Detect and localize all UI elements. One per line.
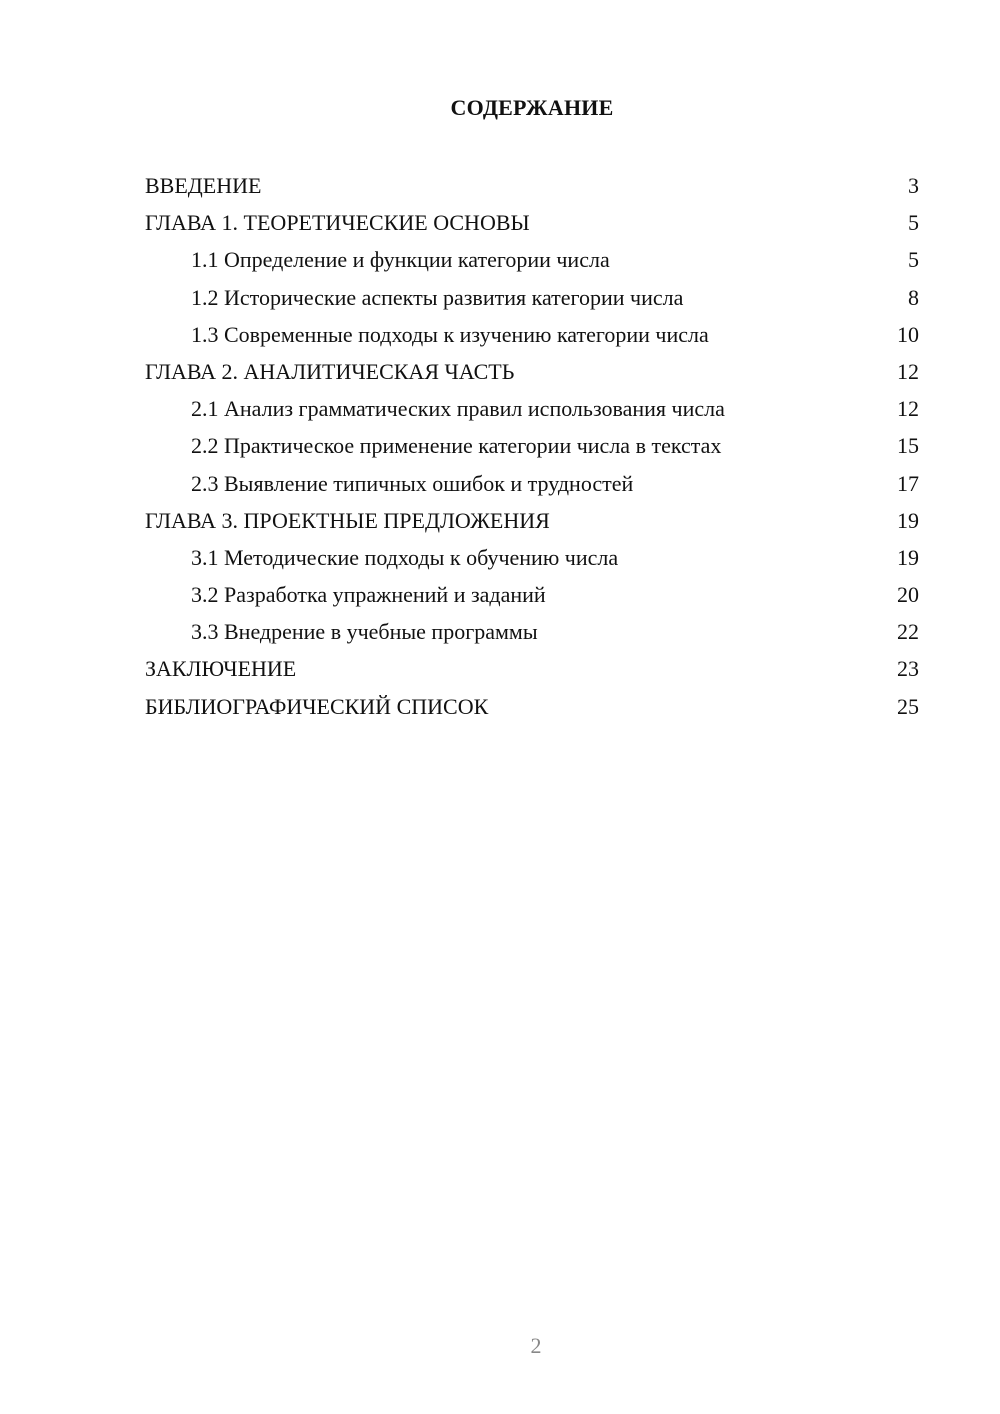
toc-entry-page: 23	[897, 656, 919, 682]
toc-entry-section-1-2[interactable]	[145, 279, 919, 316]
toc-entry-page: 22	[897, 619, 919, 645]
toc-entry-page: 20	[897, 582, 919, 608]
toc-entry-section-3-2[interactable]	[145, 576, 919, 613]
toc-entry-section-1-3[interactable]	[145, 316, 919, 353]
toc-entry-page: 5	[908, 210, 919, 236]
table-of-contents	[145, 167, 919, 725]
toc-entry-page: 15	[897, 433, 919, 459]
toc-entry-label: ВВЕДЕНИЕ	[145, 173, 262, 198]
toc-entry-label: 3.1 Методические подходы к обучению числа	[191, 544, 619, 570]
toc-entry-introduction[interactable]	[145, 167, 919, 204]
toc-entry-label: 3.3 Внедрение в учебные программы	[191, 619, 538, 645]
toc-entry-section-3-3[interactable]	[145, 613, 919, 650]
toc-entry-section-2-2[interactable]	[145, 427, 919, 464]
toc-entry-page: 19	[897, 507, 919, 533]
toc-entry-label: 1.3 Современные подходы к изучению категории числа	[191, 321, 709, 347]
toc-entry-chapter-1[interactable]	[145, 204, 919, 241]
toc-entry-bibliography[interactable]	[145, 688, 919, 725]
toc-entry-label: ГЛАВА 1. ТЕОРЕТИЧЕСКИЕ ОСНОВЫ	[145, 210, 530, 236]
toc-entry-page: 12	[897, 358, 919, 384]
toc-entry-page: 5	[908, 247, 919, 273]
toc-entry-page: 19	[897, 544, 919, 570]
toc-entry-label: ГЛАВА 2. АНАЛИТИЧЕСКАЯ ЧАСТЬ	[145, 358, 515, 384]
toc-entry-page: 8	[908, 284, 919, 310]
toc-entry-section-2-1[interactable]	[145, 390, 919, 427]
toc-entry-conclusion[interactable]	[145, 650, 919, 687]
toc-entry-label: ГЛАВА 3. ПРОЕКТНЫЕ ПРЕДЛОЖЕНИЯ	[145, 507, 550, 533]
toc-entry-page: 25	[897, 693, 919, 719]
toc-entry-label: ЗАКЛЮЧЕНИЕ	[145, 656, 297, 682]
toc-title: СОДЕРЖАНИЕ	[450, 95, 614, 120]
toc-entry-page: 12	[897, 396, 919, 422]
toc-entry-section-2-3[interactable]	[145, 465, 919, 502]
toc-entry-label: 2.3 Выявление типичных ошибок и трудностей	[191, 470, 634, 496]
page-number: 2	[530, 1333, 542, 1358]
toc-entry-page: 17	[897, 470, 919, 496]
toc-entry-section-3-1[interactable]	[145, 539, 919, 576]
toc-entry-section-1-1[interactable]	[145, 241, 919, 278]
toc-entry-label: 2.1 Анализ грамматических правил использования числа	[191, 396, 725, 422]
toc-entry-chapter-3[interactable]	[145, 502, 919, 539]
toc-entry-label: 1.1 Определение и функции категории числа	[191, 247, 610, 273]
toc-entry-label: БИБЛИОГРАФИЧЕСКИЙ СПИСОК	[145, 693, 489, 719]
toc-entry-page: 10	[897, 321, 919, 347]
toc-entry-page: 3	[908, 173, 919, 198]
toc-entry-label: 1.2 Исторические аспекты развития категории числа	[191, 284, 684, 310]
toc-entry-label: 2.2 Практическое применение категории числа в текстах	[191, 433, 722, 459]
toc-entry-label: 3.2 Разработка упражнений и заданий	[191, 582, 546, 608]
toc-entry-chapter-2[interactable]	[145, 353, 919, 390]
